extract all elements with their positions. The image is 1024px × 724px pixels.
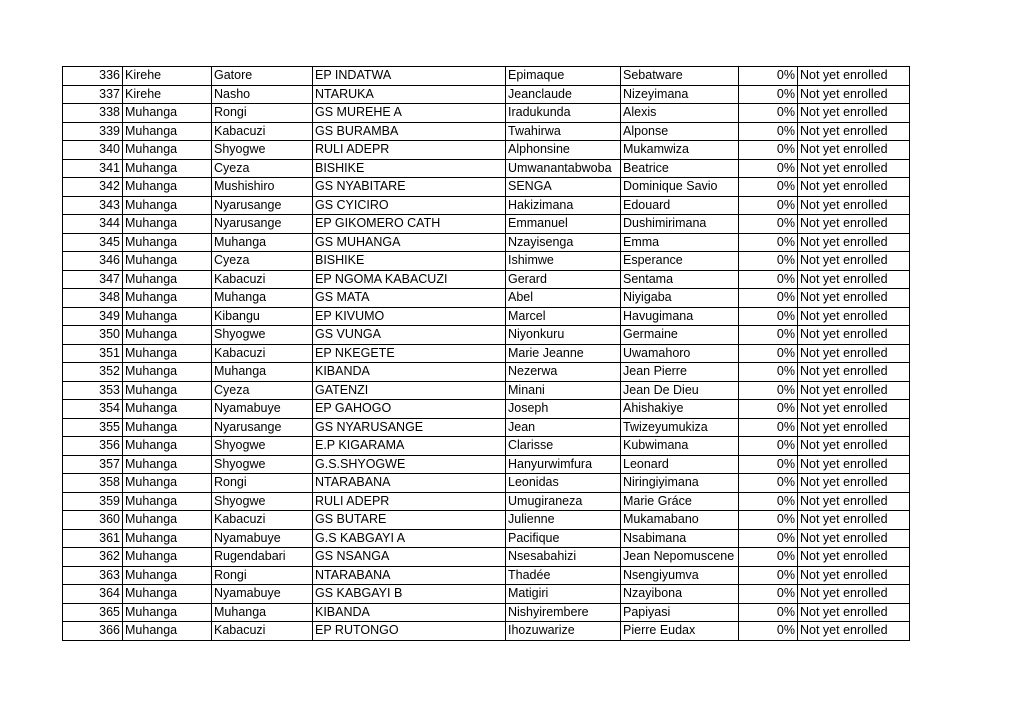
first-name-cell: Iradukunda [506,104,621,123]
first-name-cell: Twahirwa [506,122,621,141]
sector-cell: Shyogwe [212,326,313,345]
table-row [63,85,910,104]
row-number-cell: 343 [63,196,123,215]
school-cell: G.S KABGAYI A [313,529,506,548]
last-name-cell: Dominique Savio [621,178,739,197]
row-number-cell: 348 [63,289,123,308]
sector-cell: Cyeza [212,381,313,400]
enrollment-status-cell: Not yet enrolled [798,622,910,641]
enrollment-status-cell: Not yet enrolled [798,400,910,419]
enrollment-status-cell: Not yet enrolled [798,178,910,197]
row-number-cell: 360 [63,511,123,530]
enrollment-status-cell: Not yet enrolled [798,511,910,530]
first-name-cell: Julienne [506,511,621,530]
school-cell: GS MUHANGA [313,233,506,252]
sector-cell: Rongi [212,474,313,493]
progress-percent-cell: 0% [739,400,798,419]
enrollment-status-cell: Not yet enrolled [798,548,910,567]
district-cell: Muhanga [123,104,212,123]
first-name-cell: Clarisse [506,437,621,456]
last-name-cell: Sentama [621,270,739,289]
progress-percent-cell: 0% [739,67,798,86]
row-number-cell: 337 [63,85,123,104]
enrollment-status-cell: Not yet enrolled [798,196,910,215]
school-cell: GS VUNGA [313,326,506,345]
first-name-cell: Emmanuel [506,215,621,234]
progress-percent-cell: 0% [739,455,798,474]
progress-percent-cell: 0% [739,363,798,382]
last-name-cell: Pierre Eudax [621,622,739,641]
school-cell: NTARABANA [313,474,506,493]
last-name-cell: Jean Pierre [621,363,739,382]
first-name-cell: Marie Jeanne [506,344,621,363]
row-number-cell: 351 [63,344,123,363]
last-name-cell: Twizeyumukiza [621,418,739,437]
enrollment-status-cell: Not yet enrolled [798,492,910,511]
last-name-cell: Uwamahoro [621,344,739,363]
table-body [63,67,910,641]
sector-cell: Cyeza [212,252,313,271]
first-name-cell: Ishimwe [506,252,621,271]
enrollment-table [62,66,910,641]
sector-cell: Kabacuzi [212,122,313,141]
table-row [63,104,910,123]
enrollment-status-cell: Not yet enrolled [798,141,910,160]
first-name-cell: Ihozuwarize [506,622,621,641]
school-cell: EP KIVUMO [313,307,506,326]
first-name-cell: Joseph [506,400,621,419]
table-row [63,159,910,178]
enrollment-status-cell: Not yet enrolled [798,585,910,604]
row-number-cell: 364 [63,585,123,604]
table-row [63,215,910,234]
first-name-cell: Hakizimana [506,196,621,215]
last-name-cell: Marie Gráce [621,492,739,511]
table-row [63,455,910,474]
first-name-cell: SENGA [506,178,621,197]
progress-percent-cell: 0% [739,622,798,641]
progress-percent-cell: 0% [739,270,798,289]
row-number-cell: 344 [63,215,123,234]
progress-percent-cell: 0% [739,196,798,215]
table-row [63,141,910,160]
first-name-cell: Niyonkuru [506,326,621,345]
school-cell: G.S.SHYOGWE [313,455,506,474]
progress-percent-cell: 0% [739,326,798,345]
last-name-cell: Emma [621,233,739,252]
enrollment-status-cell: Not yet enrolled [798,233,910,252]
sector-cell: Muhanga [212,363,313,382]
enrollment-status-cell: Not yet enrolled [798,566,910,585]
row-number-cell: 347 [63,270,123,289]
sector-cell: Kabacuzi [212,511,313,530]
progress-percent-cell: 0% [739,104,798,123]
sector-cell: Nyamabuye [212,400,313,419]
enrollment-status-cell: Not yet enrolled [798,474,910,493]
last-name-cell: Nizeyimana [621,85,739,104]
last-name-cell: Jean Nepomuscene [621,548,739,567]
school-cell: KIBANDA [313,603,506,622]
enrollment-status-cell: Not yet enrolled [798,603,910,622]
last-name-cell: Papiyasi [621,603,739,622]
progress-percent-cell: 0% [739,437,798,456]
table-row [63,400,910,419]
row-number-cell: 353 [63,381,123,400]
enrollment-status-cell: Not yet enrolled [798,326,910,345]
enrollment-status-cell: Not yet enrolled [798,289,910,308]
progress-percent-cell: 0% [739,529,798,548]
sector-cell: Shyogwe [212,437,313,456]
sector-cell: Kabacuzi [212,344,313,363]
progress-percent-cell: 0% [739,418,798,437]
district-cell: Muhanga [123,585,212,604]
school-cell: GS BURAMBA [313,122,506,141]
district-cell: Muhanga [123,603,212,622]
last-name-cell: Jean De Dieu [621,381,739,400]
district-cell: Muhanga [123,122,212,141]
first-name-cell: Nsesabahizi [506,548,621,567]
row-number-cell: 356 [63,437,123,456]
first-name-cell: Gerard [506,270,621,289]
progress-percent-cell: 0% [739,178,798,197]
row-number-cell: 363 [63,566,123,585]
enrollment-status-cell: Not yet enrolled [798,381,910,400]
school-cell: GS MATA [313,289,506,308]
row-number-cell: 350 [63,326,123,345]
table-row [63,233,910,252]
district-cell: Muhanga [123,622,212,641]
first-name-cell: Nezerwa [506,363,621,382]
school-cell: EP RUTONGO [313,622,506,641]
table-row [63,529,910,548]
district-cell: Muhanga [123,455,212,474]
school-cell: EP INDATWA [313,67,506,86]
first-name-cell: Abel [506,289,621,308]
last-name-cell: Germaine [621,326,739,345]
enrollment-status-cell: Not yet enrolled [798,85,910,104]
enrollment-status-cell: Not yet enrolled [798,363,910,382]
progress-percent-cell: 0% [739,585,798,604]
sector-cell: Kabacuzi [212,270,313,289]
first-name-cell: Alphonsine [506,141,621,160]
district-cell: Muhanga [123,492,212,511]
progress-percent-cell: 0% [739,548,798,567]
last-name-cell: Mukamabano [621,511,739,530]
progress-percent-cell: 0% [739,603,798,622]
last-name-cell: Esperance [621,252,739,271]
school-cell: NTARABANA [313,566,506,585]
district-cell: Muhanga [123,141,212,160]
enrollment-status-cell: Not yet enrolled [798,307,910,326]
sector-cell: Shyogwe [212,141,313,160]
table-row [63,307,910,326]
progress-percent-cell: 0% [739,141,798,160]
district-cell: Muhanga [123,474,212,493]
table-row [63,326,910,345]
school-cell: BISHIKE [313,252,506,271]
enrollment-status-cell: Not yet enrolled [798,418,910,437]
sector-cell: Gatore [212,67,313,86]
table-row [63,252,910,271]
school-cell: GS BUTARE [313,511,506,530]
school-cell: E.P KIGARAMA [313,437,506,456]
school-cell: KIBANDA [313,363,506,382]
table-row [63,270,910,289]
table-row [63,492,910,511]
progress-percent-cell: 0% [739,492,798,511]
school-cell: EP NKEGETE [313,344,506,363]
enrollment-status-cell: Not yet enrolled [798,252,910,271]
first-name-cell: Nishyirembere [506,603,621,622]
row-number-cell: 342 [63,178,123,197]
first-name-cell: Umwanantabwoba [506,159,621,178]
progress-percent-cell: 0% [739,159,798,178]
last-name-cell: Nzayibona [621,585,739,604]
school-cell: GS MUREHE A [313,104,506,123]
district-cell: Muhanga [123,270,212,289]
progress-percent-cell: 0% [739,289,798,308]
row-number-cell: 345 [63,233,123,252]
sector-cell: Rongi [212,104,313,123]
district-cell: Muhanga [123,363,212,382]
first-name-cell: Thadée [506,566,621,585]
district-cell: Muhanga [123,437,212,456]
district-cell: Kirehe [123,67,212,86]
enrollment-status-cell: Not yet enrolled [798,270,910,289]
first-name-cell: Leonidas [506,474,621,493]
row-number-cell: 365 [63,603,123,622]
table-row [63,196,910,215]
district-cell: Muhanga [123,196,212,215]
district-cell: Muhanga [123,400,212,419]
first-name-cell: Pacifique [506,529,621,548]
enrollment-status-cell: Not yet enrolled [798,437,910,456]
sector-cell: Rugendabari [212,548,313,567]
sector-cell: Muhanga [212,603,313,622]
sector-cell: Shyogwe [212,455,313,474]
row-number-cell: 352 [63,363,123,382]
school-cell: RULI ADEPR [313,492,506,511]
row-number-cell: 349 [63,307,123,326]
row-number-cell: 341 [63,159,123,178]
last-name-cell: Sebatware [621,67,739,86]
sector-cell: Muhanga [212,233,313,252]
last-name-cell: Havugimana [621,307,739,326]
row-number-cell: 358 [63,474,123,493]
row-number-cell: 340 [63,141,123,160]
sector-cell: Nyarusange [212,196,313,215]
enrollment-status-cell: Not yet enrolled [798,215,910,234]
district-cell: Muhanga [123,511,212,530]
progress-percent-cell: 0% [739,215,798,234]
school-cell: GS KABGAYI B [313,585,506,604]
school-cell: EP GAHOGO [313,400,506,419]
enrollment-status-cell: Not yet enrolled [798,455,910,474]
sector-cell: Nyamabuye [212,529,313,548]
district-cell: Muhanga [123,178,212,197]
district-cell: Muhanga [123,215,212,234]
sector-cell: Nyamabuye [212,585,313,604]
district-cell: Muhanga [123,529,212,548]
school-cell: GS NYABITARE [313,178,506,197]
table-row [63,622,910,641]
last-name-cell: Niringiyimana [621,474,739,493]
row-number-cell: 338 [63,104,123,123]
first-name-cell: Hanyurwimfura [506,455,621,474]
school-cell: GATENZI [313,381,506,400]
first-name-cell: Epimaque [506,67,621,86]
last-name-cell: Nsabimana [621,529,739,548]
sector-cell: Nasho [212,85,313,104]
enrollment-status-cell: Not yet enrolled [798,122,910,141]
school-cell: NTARUKA [313,85,506,104]
district-cell: Muhanga [123,381,212,400]
sector-cell: Nyarusange [212,418,313,437]
first-name-cell: Umugiraneza [506,492,621,511]
progress-percent-cell: 0% [739,381,798,400]
last-name-cell: Leonard [621,455,739,474]
table-row [63,585,910,604]
table-row [63,511,910,530]
last-name-cell: Mukamwiza [621,141,739,160]
table-row [63,418,910,437]
first-name-cell: Matigiri [506,585,621,604]
district-cell: Muhanga [123,418,212,437]
school-cell: RULI ADEPR [313,141,506,160]
sector-cell: Mushishiro [212,178,313,197]
last-name-cell: Dushimirimana [621,215,739,234]
last-name-cell: Alexis [621,104,739,123]
table-row [63,437,910,456]
sector-cell: Cyeza [212,159,313,178]
table-row [63,122,910,141]
row-number-cell: 362 [63,548,123,567]
row-number-cell: 361 [63,529,123,548]
table-row [63,603,910,622]
row-number-cell: 339 [63,122,123,141]
district-cell: Muhanga [123,159,212,178]
row-number-cell: 354 [63,400,123,419]
first-name-cell: Jean [506,418,621,437]
sector-cell: Kabacuzi [212,622,313,641]
enrollment-status-cell: Not yet enrolled [798,67,910,86]
enrollment-status-cell: Not yet enrolled [798,344,910,363]
progress-percent-cell: 0% [739,344,798,363]
school-cell: EP GIKOMERO CATH [313,215,506,234]
first-name-cell: Minani [506,381,621,400]
first-name-cell: Jeanclaude [506,85,621,104]
school-cell: GS NSANGA [313,548,506,567]
first-name-cell: Nzayisenga [506,233,621,252]
district-cell: Kirehe [123,85,212,104]
row-number-cell: 346 [63,252,123,271]
sector-cell: Rongi [212,566,313,585]
row-number-cell: 359 [63,492,123,511]
district-cell: Muhanga [123,289,212,308]
district-cell: Muhanga [123,252,212,271]
school-cell: EP NGOMA KABACUZI [313,270,506,289]
last-name-cell: Ahishakiye [621,400,739,419]
district-cell: Muhanga [123,233,212,252]
enrollment-status-cell: Not yet enrolled [798,159,910,178]
sector-cell: Muhanga [212,289,313,308]
table-row [63,548,910,567]
school-cell: GS NYARUSANGE [313,418,506,437]
row-number-cell: 366 [63,622,123,641]
progress-percent-cell: 0% [739,474,798,493]
table-row [63,363,910,382]
school-cell: BISHIKE [313,159,506,178]
table-row [63,566,910,585]
school-cell: GS CYICIRO [313,196,506,215]
progress-percent-cell: 0% [739,252,798,271]
enrollment-status-cell: Not yet enrolled [798,104,910,123]
district-cell: Muhanga [123,326,212,345]
table-row [63,474,910,493]
progress-percent-cell: 0% [739,307,798,326]
district-cell: Muhanga [123,344,212,363]
sector-cell: Kibangu [212,307,313,326]
table-row [63,67,910,86]
table-row [63,344,910,363]
sector-cell: Shyogwe [212,492,313,511]
last-name-cell: Nsengiyumva [621,566,739,585]
first-name-cell: Marcel [506,307,621,326]
table-row [63,289,910,308]
progress-percent-cell: 0% [739,566,798,585]
progress-percent-cell: 0% [739,85,798,104]
sector-cell: Nyarusange [212,215,313,234]
district-cell: Muhanga [123,566,212,585]
last-name-cell: Kubwimana [621,437,739,456]
progress-percent-cell: 0% [739,122,798,141]
last-name-cell: Alponse [621,122,739,141]
table-row [63,381,910,400]
last-name-cell: Niyigaba [621,289,739,308]
enrollment-status-cell: Not yet enrolled [798,529,910,548]
last-name-cell: Beatrice [621,159,739,178]
row-number-cell: 355 [63,418,123,437]
progress-percent-cell: 0% [739,511,798,530]
district-cell: Muhanga [123,548,212,567]
district-cell: Muhanga [123,307,212,326]
row-number-cell: 336 [63,67,123,86]
row-number-cell: 357 [63,455,123,474]
last-name-cell: Edouard [621,196,739,215]
table-row [63,178,910,197]
progress-percent-cell: 0% [739,233,798,252]
